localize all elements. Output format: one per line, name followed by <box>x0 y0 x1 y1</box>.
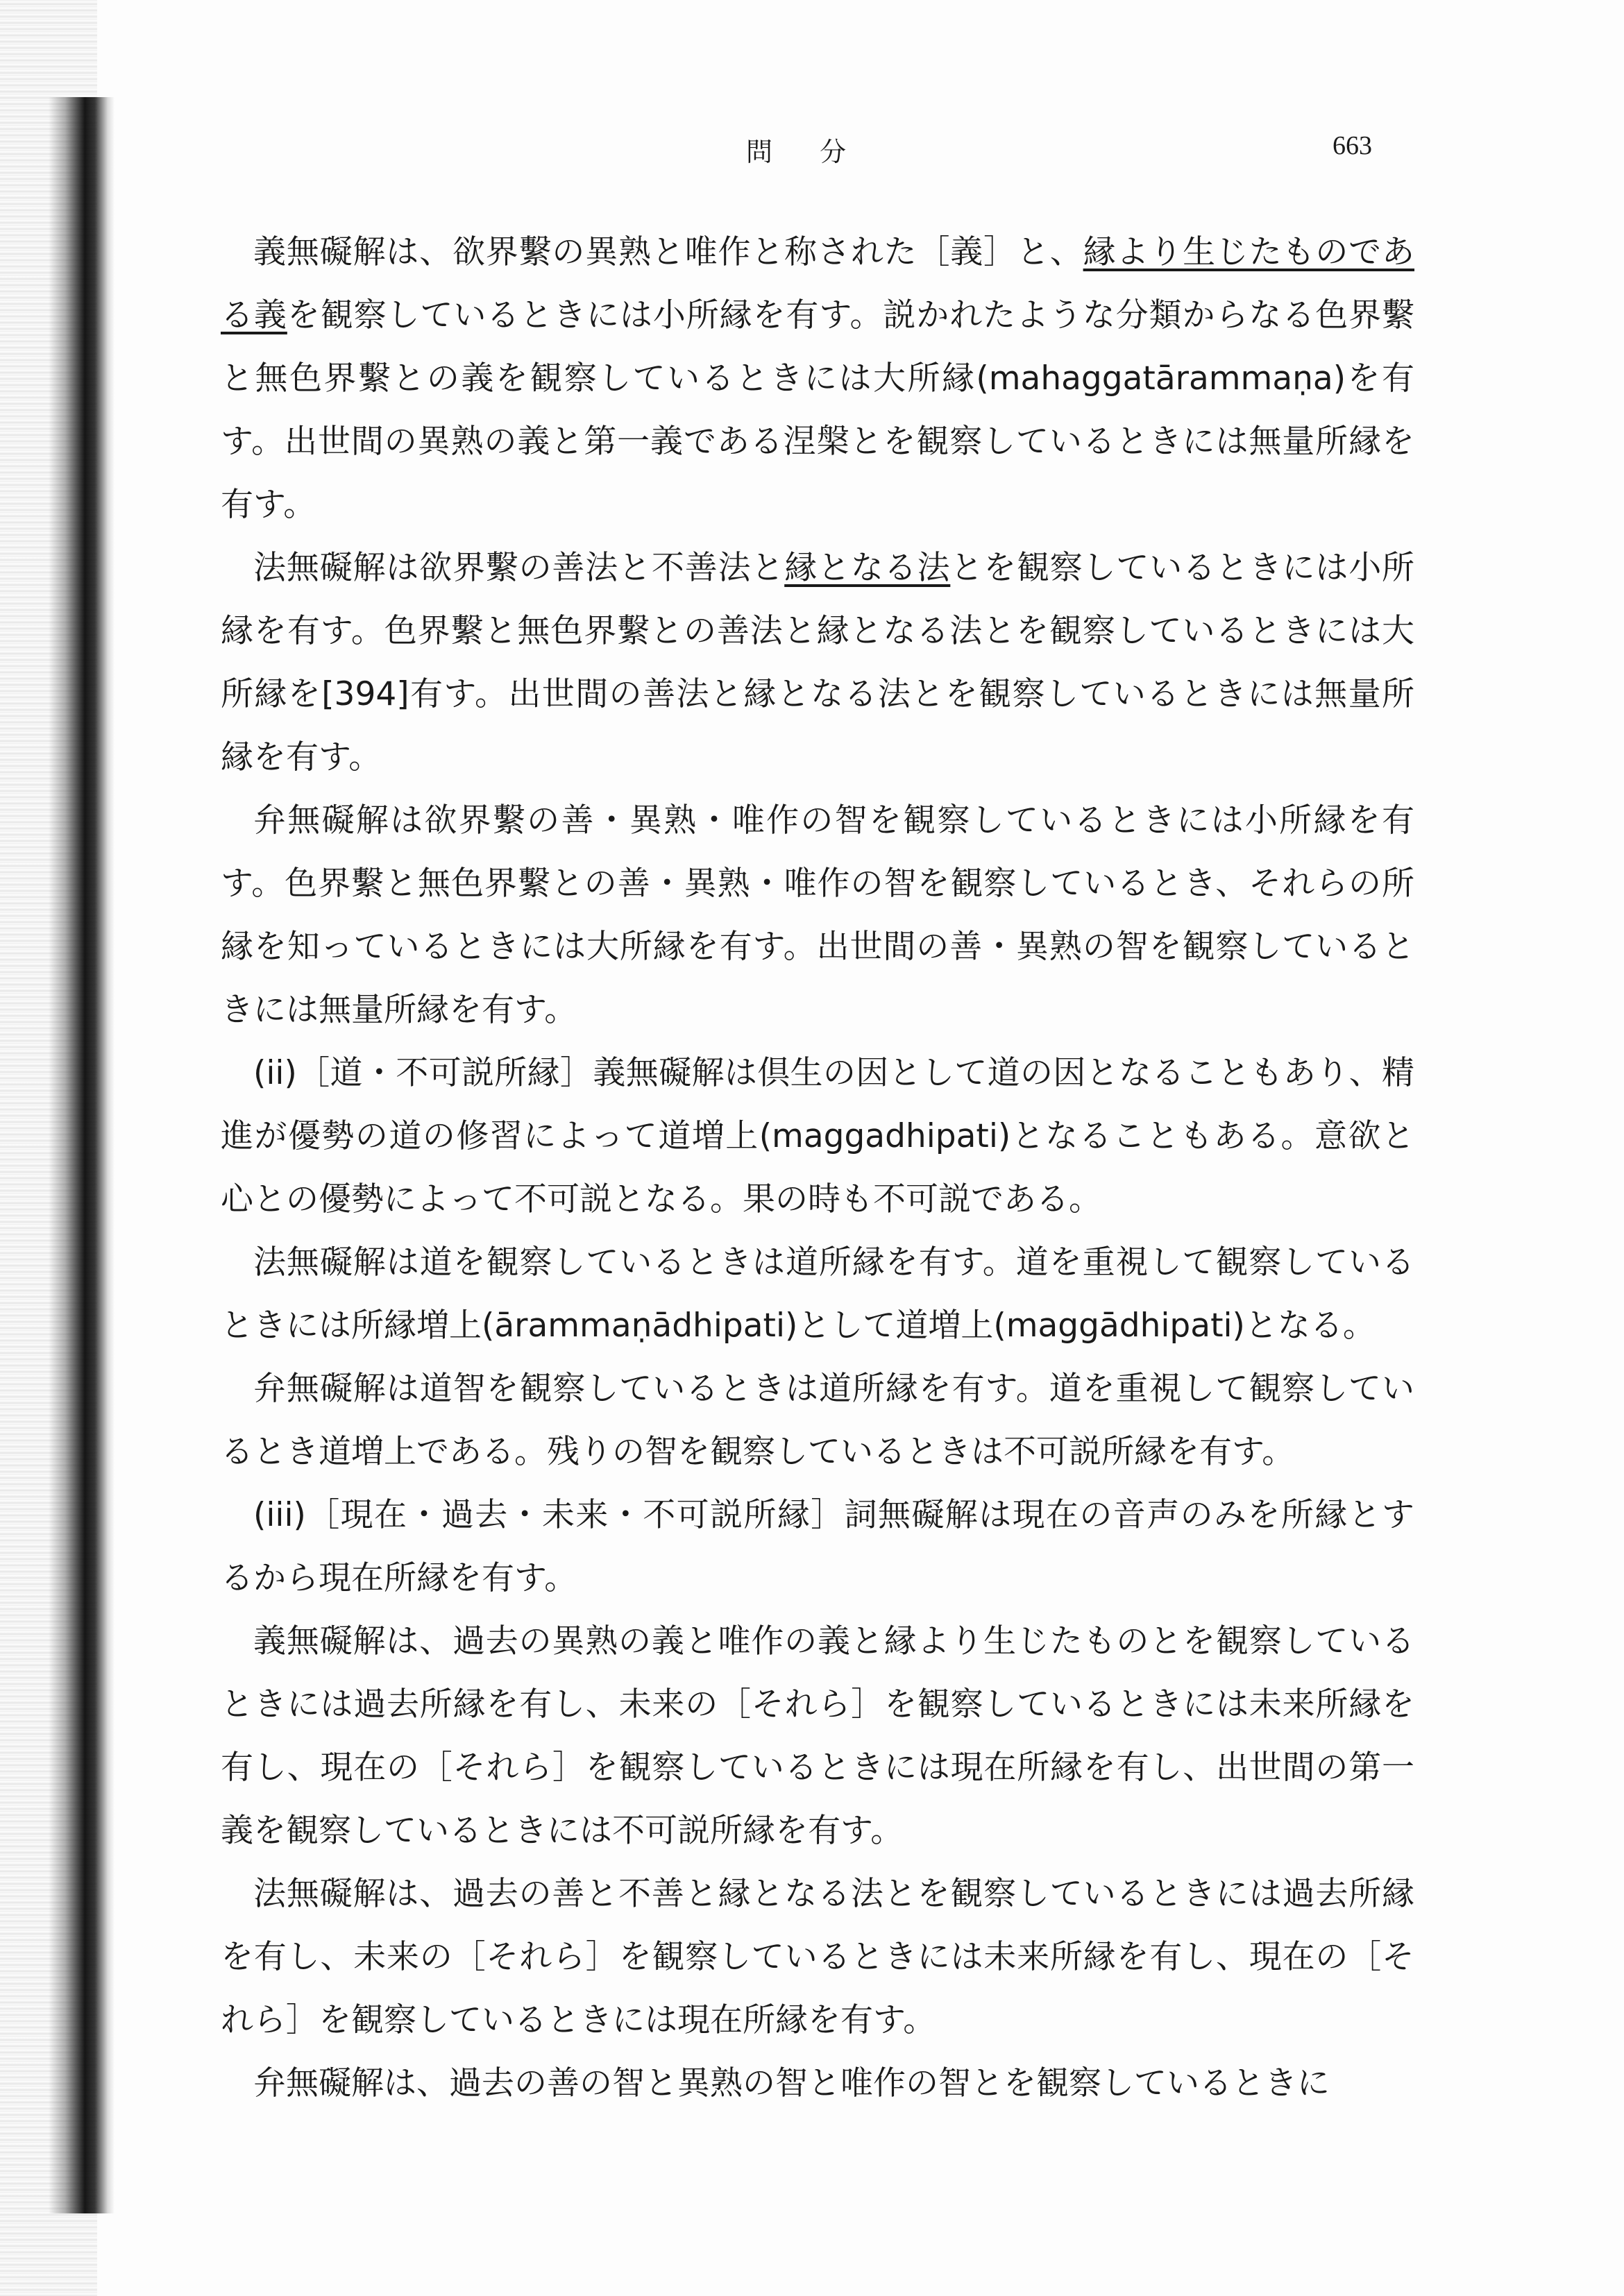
paragraph-1-text-a: 義無礙解は、欲界繫の異熟と唯作と称された［義］と、 <box>253 233 1083 271</box>
paragraph-3: 弁無礙解は欲界繫の善・異熟・唯作の智を観察しているときには小所縁を有す。色界繫と無色界繫との善・異熟・唯作の智を観察しているとき、それらの所縁を知っているときには大所縁を有す。出世間の善・異熟の智を観察しているときには無量所縁を有す。 <box>221 801 1414 1029</box>
page-number: 663 <box>1333 131 1372 160</box>
body-text <box>221 221 1414 2115</box>
paragraph-7: (iii)［現在・過去・未来・不可説所縁］詞無礙解は現在の音声のみを所縁とするから現在所縁を有す。 <box>221 1496 1414 1597</box>
paragraph-2-text-b: とを観察しているときには小所縁を有す。色界繫と無色界繫との善法と縁となる法とを観察しているときには大所縁を[394]有す。出世間の善法と縁となる法とを観察しているときには無量所縁を有す。 <box>221 549 1415 776</box>
paragraph-6: 弁無礙解は道智を観察しているときは道所縁を有す。道を重視して観察しているとき道増上である。残りの智を観察しているときは不可説所縁を有す。 <box>221 1370 1414 1471</box>
running-header: 問 分 <box>746 137 866 167</box>
paragraph-1 <box>221 221 1414 536</box>
paragraph-10: 弁無礙解は、過去の善の智と異熟の智と唯作の智とを観察しているときに <box>253 2064 1330 2102</box>
paragraph-5: 法無礙解は道を観察しているときは道所縁を有す。道を重視して観察しているときには所縁増上(ārammaṇādhipati)として道増上(maggādhipati)となる。 <box>221 1243 1414 1345</box>
paragraph-2-text-a: 法無礙解は欲界繫の善法と不善法と <box>253 549 785 587</box>
paragraph-4: (ii)［道・不可説所縁］義無礙解は倶生の因として道の因となることもあり、精進が優勢の道の修習によって道増上(maggadhipati)となることもある。意欲と心との優勢によって不可説となる。果の時も不可説である。 <box>221 1054 1414 1218</box>
paragraph-2-underlined: 縁となる法 <box>784 549 951 587</box>
book-spine-shadow <box>49 97 115 2213</box>
paragraph-8: 義無礙解は、過去の異熟の義と唯作の義と縁より生じたものとを観察しているときには過去所縁を有し、未来の［それら］を観察しているときには未来所縁を有し、現在の［それら］を観察しているときには現在所縁を有し、出世間の第一義を観察しているときには不可説所縁を有す。 <box>221 1622 1414 1850</box>
paragraph-1-underlined: 縁より生じたものである義 <box>221 233 1415 334</box>
paragraph-9: 法無礙解は、過去の善と不善と縁となる法とを観察しているときには過去所縁を有し、未来の［それら］を観察しているときには未来所縁を有し、現在の［それら］を観察しているときには現在所縁を有す。 <box>221 1875 1414 2039</box>
paragraph-2 <box>221 536 1414 789</box>
paragraph-1-text-b: を観察しているときには小所縁を有す。説かれたような分類からなる色界繫と無色界繫との義を観察しているときには大所縁(mahaggatārammaṇa)を有す。出世間の異熟の義と第一義である涅槃とを観察しているときには無量所縁を有す。 <box>221 296 1415 524</box>
